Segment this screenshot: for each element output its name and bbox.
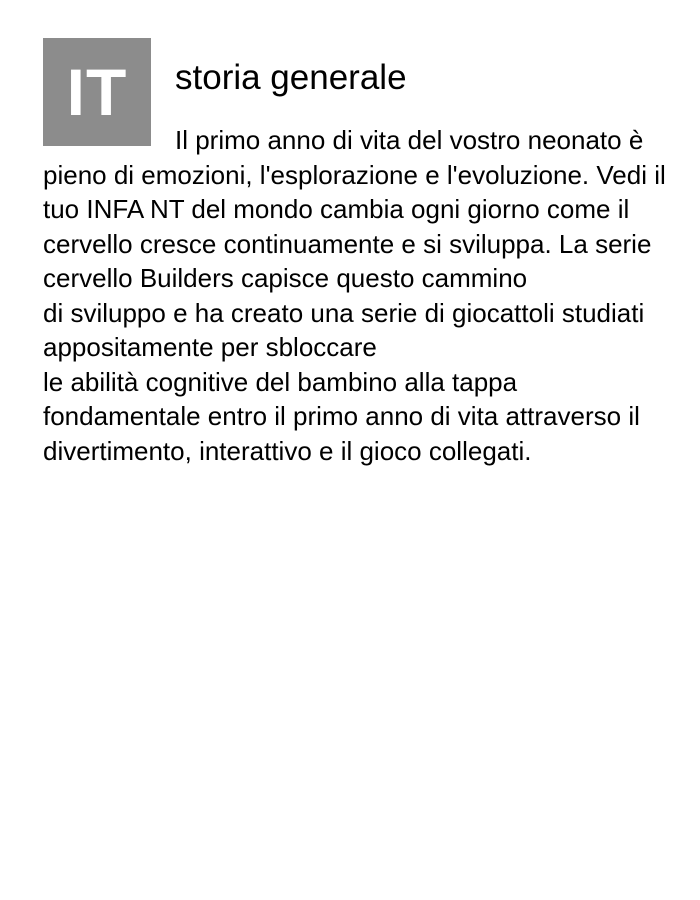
document-title: storia generale	[175, 58, 407, 97]
document-page	[43, 38, 673, 468]
body-paragraph-1: Il primo anno di vita del vostro neonato è pieno di emozioni, l'esplorazione e l'evoluzione. Vedi il tuo INFA NT del mondo cambia ogni giorno come il cervello cresce continuamente e si sviluppa. La serie cervello Builders capisce questo cammino	[43, 125, 666, 293]
body-paragraph-3: le abilità cognitive del bambino alla tappa fondamentale entro il primo anno di vita attraverso il divertimento, interattivo e il gioco collegati.	[43, 366, 640, 466]
language-badge: IT	[43, 38, 151, 146]
body-text	[43, 123, 673, 468]
body-paragraph-2: di sviluppo e ha creato una serie di giocattoli studiati appositamente per sbloccare	[43, 297, 645, 362]
